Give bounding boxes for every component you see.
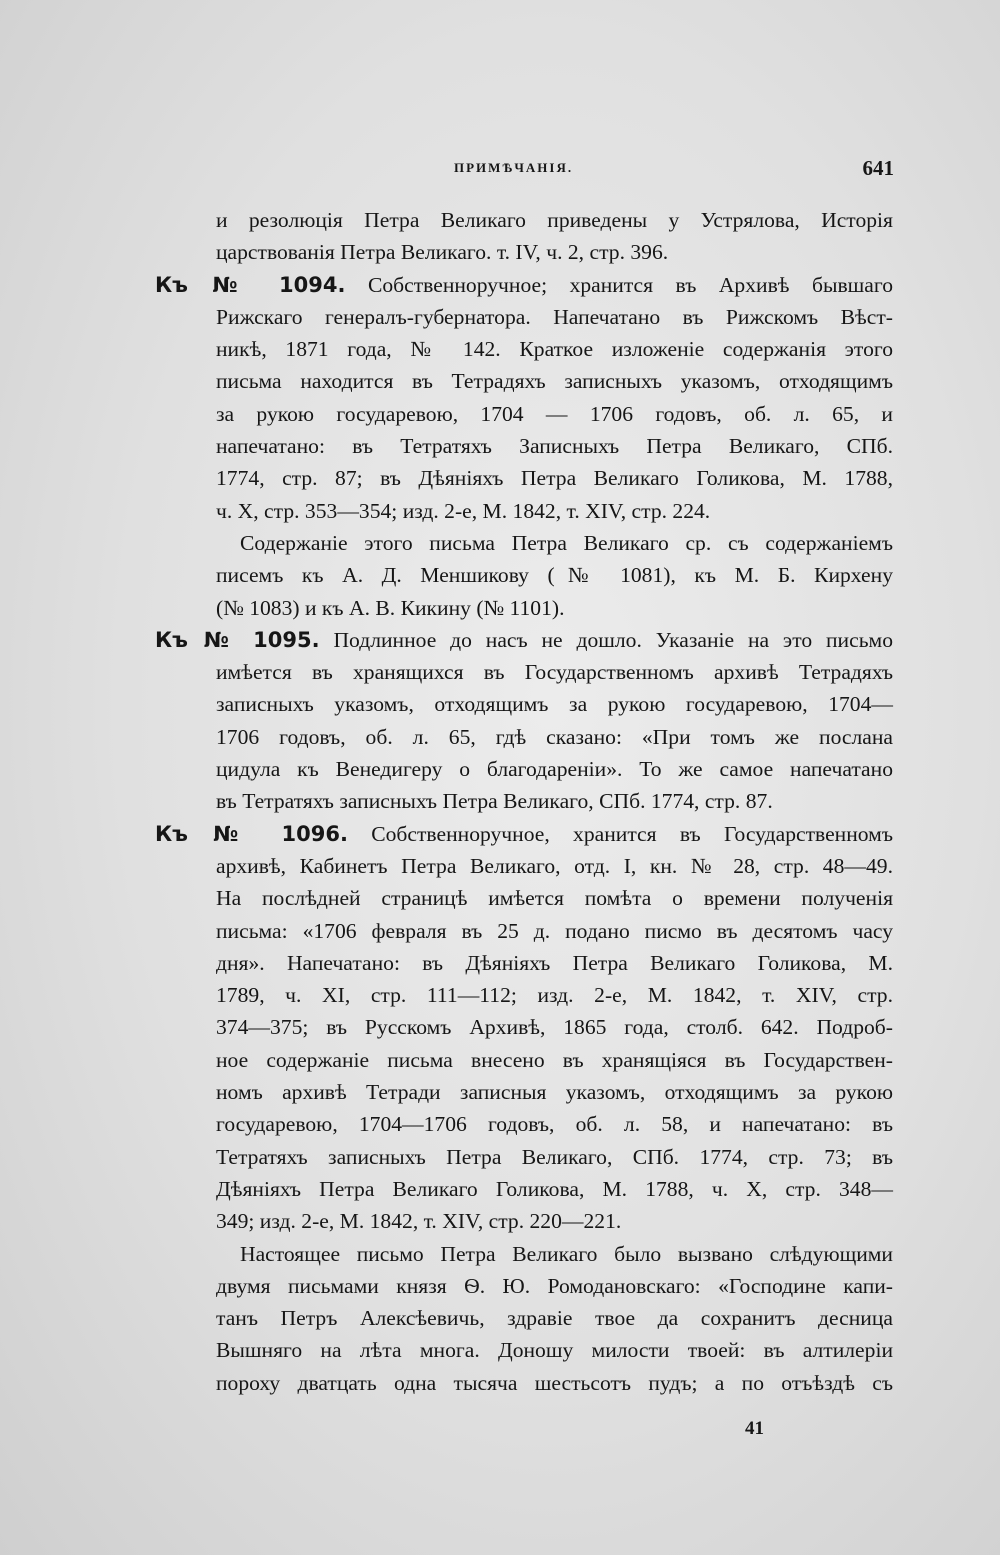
note-reference: Къ № 1094.: [155, 272, 346, 297]
text-line: [216, 592, 893, 624]
note-reference: Къ № 1096.: [155, 821, 348, 846]
line-text: 1774, стр. 87; въ Дѣяніяхъ Петра Великаго Голикова, М. 1788,: [216, 466, 893, 491]
line-text: 1789, ч. XI, стр. 111—112; изд. 2-е, М. 1842, т. XIV, стр.: [216, 983, 893, 1008]
text-line: [216, 785, 893, 817]
text-line: [216, 947, 893, 979]
text-line: [216, 1270, 893, 1302]
line-text: имѣется въ хранящихся въ Государственномъ архивѣ Тетрадяхъ: [216, 660, 893, 685]
line-text: 349; изд. 2-е, М. 1842, т. XIV, стр. 220—221.: [216, 1209, 622, 1234]
line-text: и резолюція Петра Великаго приведены у Устрялова, Исторія: [216, 208, 893, 232]
line-text: Дѣяніяхъ Петра Великаго Голикова, М. 1788, ч. X, стр. 348—: [216, 1176, 893, 1201]
text-line: [216, 398, 893, 430]
line-text: Тетратяхъ записныхъ Петра Великаго, СПб. 1774, стр. 73; въ: [216, 1144, 893, 1169]
line-text: писемъ къ А. Д. Меншикову (№ 1081), къ М. Б. Кирхену: [216, 563, 893, 588]
note-reference: Къ № 1095.: [155, 627, 320, 652]
text-line: [216, 1108, 893, 1140]
text-line: [216, 979, 893, 1011]
text-line: [216, 753, 893, 785]
line-text: Собственноручное; хранится въ Архивѣ бывшаго: [345, 272, 893, 297]
text-line: [216, 1173, 893, 1205]
page-header: [214, 156, 894, 186]
line-text: номъ архивѣ Тетради записныя указомъ, отходящимъ за рукою: [216, 1080, 893, 1105]
text-line: [216, 1011, 893, 1043]
page-number: 641: [862, 156, 894, 180]
text-line: [216, 1044, 893, 1076]
line-text: Подлинное до насъ не дошло. Указаніе на это письмо: [319, 627, 894, 652]
line-text: Содержаніе этого письма Петра Великаго ср. съ содержаніемъ: [240, 530, 893, 555]
text-line: [216, 882, 893, 914]
line-text: 374—375; въ Русскомъ Архивѣ, 1865 года, столб. 642. Подроб-: [216, 1015, 893, 1040]
text-line: [216, 559, 893, 591]
text-line: [216, 1367, 893, 1399]
line-text: за рукою государевою, 1704 — 1706 годовъ, об. л. 65, и: [216, 401, 893, 426]
text-line: [216, 365, 893, 397]
line-text: танъ Петръ Алексѣевичь, здравіе твое да сохранитъ десница: [216, 1306, 893, 1331]
text-line: [216, 1302, 893, 1334]
line-text: На послѣдней страницѣ имѣется помѣта о времени полученія: [216, 886, 893, 911]
line-text: письма находится въ Тетрадяхъ записныхъ указомъ, отходящимъ: [216, 369, 893, 394]
text-line: [216, 495, 893, 527]
line-text: ное содержаніе письма внесено въ хранящіяся въ Государствен-: [216, 1047, 893, 1072]
text-line: [216, 1334, 893, 1366]
line-text: царствованія Петра Великаго. т. IV, ч. 2, стр. 396.: [216, 240, 669, 265]
text-line: [216, 301, 893, 333]
body-text: [155, 204, 894, 1399]
line-text: пороху дватцать одна тысяча шестьсотъ пудъ; а по отъѣздѣ съ: [216, 1370, 893, 1395]
line-text: записныхъ указомъ, отходящимъ за рукою государевою, 1704—: [216, 692, 893, 717]
line-text: въ Тетратяхъ записныхъ Петра Великаго, СПб. 1774, стр. 87.: [216, 789, 773, 814]
text-line: [216, 204, 893, 236]
text-line: [216, 850, 893, 882]
line-text: Собственноручное, хранится въ Государственномъ: [347, 821, 893, 846]
text-line: [216, 430, 893, 462]
line-text: дня». Напечатано: въ Дѣяніяхъ Петра Великаго Голикова, М.: [216, 950, 893, 975]
line-text: (№ 1083) и къ А. В. Кикину (№ 1101).: [216, 595, 565, 620]
running-head: ПРИМѢЧАНІЯ.: [454, 160, 574, 175]
text-line: [216, 1076, 893, 1108]
text-line: [216, 1141, 893, 1173]
line-text: Настоящее письмо Петра Великаго было вызвано слѣдующими: [240, 1241, 893, 1266]
text-line: [216, 333, 893, 365]
text-line: [216, 656, 893, 688]
line-text: Вышняго на лѣта многа. Доношу милости твоей: въ алтилеріи: [216, 1338, 893, 1363]
text-line: [216, 915, 893, 947]
text-line: [216, 527, 893, 559]
line-text: архивѣ, Кабинетъ Петра Великаго, отд. I, кн. № 28, стр. 48—49.: [216, 853, 893, 878]
line-text: Рижскаго генералъ-губернатора. Напечатано въ Рижскомъ Вѣст-: [216, 304, 893, 329]
text-line: [216, 1205, 893, 1237]
text-line: [155, 269, 893, 301]
text-line: [155, 624, 893, 656]
text-line: [216, 721, 893, 753]
text-line: [216, 462, 893, 494]
line-text: цидула къ Венедигеру о благодареніи». То же самое напечатано: [216, 757, 893, 782]
text-line: [216, 688, 893, 720]
line-text: государевою, 1704—1706 годовъ, об. л. 58, и напечатано: въ: [216, 1112, 893, 1137]
line-text: двумя письмами князя Ѳ. Ю. Ромодановскаго: «Господине капи-: [216, 1273, 893, 1298]
line-text: напечатано: въ Тетратяхъ Записныхъ Петра Великаго, СПб.: [216, 434, 893, 459]
line-text: 1706 годовъ, об. л. 65, гдѣ сказано: «При томъ же послана: [216, 724, 893, 749]
text-line: [155, 818, 893, 850]
line-text: никѣ, 1871 года, № 142. Краткое изложеніе содержанія этого: [216, 337, 893, 362]
text-line: [216, 1238, 893, 1270]
signature-mark: 41: [745, 1418, 764, 1439]
text-line: [216, 236, 893, 268]
line-text: письма: «1706 февраля въ 25 д. подано писмо въ десятомъ часу: [216, 918, 893, 943]
line-text: ч. X, стр. 353—354; изд. 2-е, М. 1842, т. XIV, стр. 224.: [216, 498, 711, 523]
